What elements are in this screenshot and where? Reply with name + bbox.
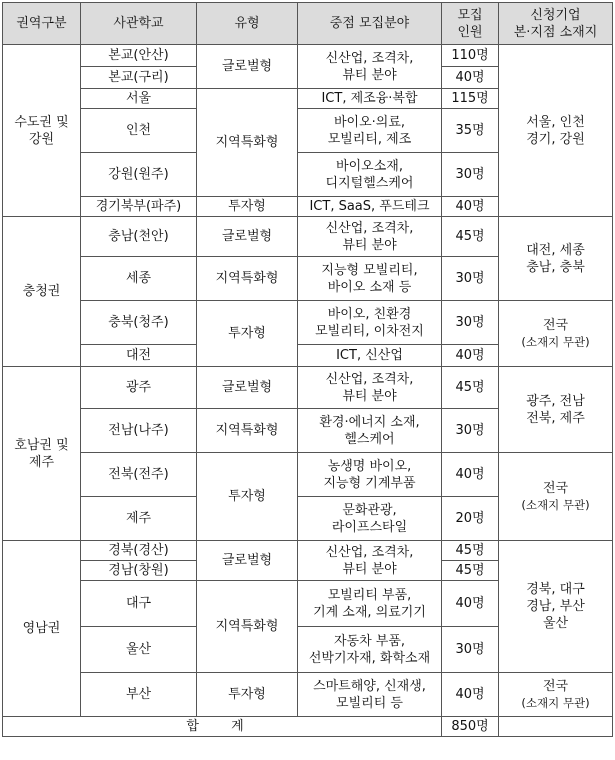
type-cell: 지역특화형	[197, 581, 298, 673]
count-cell: 30명	[442, 301, 499, 345]
location-line2: (소재지 무관)	[521, 497, 590, 512]
type-cell: 글로벌형	[197, 367, 298, 409]
school-cell: 강원(원주)	[81, 153, 197, 197]
header-region: 권역구분	[3, 3, 81, 45]
count-cell: 30명	[442, 409, 499, 453]
region-name-line1: 호남권 및	[14, 437, 69, 453]
total-empty	[499, 717, 613, 737]
field-cell: ICT, SaaS, 푸드테크	[298, 197, 442, 217]
field-line2: 뷰티 분야	[342, 561, 397, 577]
field-cell	[298, 541, 442, 581]
field-cell	[298, 367, 442, 409]
type-cell: 글로벌형	[197, 45, 298, 89]
location-line1: 광주, 전남	[526, 393, 585, 409]
school-cell: 전남(나주)	[81, 409, 197, 453]
field-cell	[298, 217, 442, 257]
location-line2: 경남, 부산	[526, 599, 585, 614]
location-line1: 전국	[542, 678, 569, 694]
field-line2: 모빌리티, 제조	[327, 131, 412, 147]
field-cell	[298, 673, 442, 717]
recruitment-table	[2, 2, 613, 737]
count-cell: 40명	[442, 673, 499, 717]
location-line1: 대전, 세종	[526, 242, 585, 258]
header-location-line2: 본·지점 소재지	[513, 24, 598, 40]
school-cell: 충북(청주)	[81, 301, 197, 345]
field-line1: 환경·에너지 소재,	[319, 414, 420, 430]
total-count: 850명	[442, 717, 499, 737]
school-cell: 본교(안산)	[81, 45, 197, 67]
count-cell: 45명	[442, 367, 499, 409]
field-cell	[298, 581, 442, 627]
school-cell: 인천	[81, 109, 197, 153]
header-field: 중점 모집분야	[298, 3, 442, 45]
location-line2: 전북, 제주	[526, 410, 585, 426]
school-cell: 본교(구리)	[81, 67, 197, 89]
school-cell: 서울	[81, 89, 197, 109]
location-cell	[499, 541, 613, 673]
field-cell	[298, 497, 442, 541]
count-cell: 35명	[442, 109, 499, 153]
count-cell: 40명	[442, 67, 499, 89]
table-row	[3, 453, 613, 497]
total-row	[3, 717, 613, 737]
school-cell: 충남(천안)	[81, 217, 197, 257]
field-cell	[298, 453, 442, 497]
header-row	[3, 3, 613, 45]
total-label: 합 계	[3, 717, 442, 737]
field-line1: 모빌리티 부품,	[327, 587, 412, 603]
location-cell	[499, 673, 613, 717]
field-line1: 바이오·의료,	[333, 114, 406, 130]
field-cell: ICT, 제조융·복합	[298, 89, 442, 109]
count-cell: 30명	[442, 153, 499, 197]
school-cell: 세종	[81, 257, 197, 301]
field-line2: 지능형 기계부품	[323, 475, 416, 491]
type-cell: 투자형	[197, 673, 298, 717]
table-row	[3, 301, 613, 345]
field-line2: 뷰티 분야	[342, 388, 397, 404]
location-line1: 전국	[542, 480, 569, 496]
school-cell: 부산	[81, 673, 197, 717]
count-cell: 40명	[442, 345, 499, 367]
school-cell: 제주	[81, 497, 197, 541]
header-location-line1: 신청기업	[530, 7, 581, 23]
header-count	[442, 3, 499, 45]
field-line1: 신산업, 조격차,	[325, 371, 414, 387]
field-line2: 모빌리티 등	[336, 695, 403, 711]
type-cell: 글로벌형	[197, 217, 298, 257]
school-cell: 경기북부(파주)	[81, 197, 197, 217]
count-cell: 115명	[442, 89, 499, 109]
school-cell: 전북(전주)	[81, 453, 197, 497]
type-cell: 글로벌형	[197, 541, 298, 581]
table-row	[3, 367, 613, 409]
recruitment-table-container	[2, 2, 613, 737]
field-line1: 신산업, 조격차,	[325, 544, 414, 560]
field-line1: 바이오소재,	[336, 158, 403, 174]
field-line2: 기계 소재, 의료기기	[313, 604, 426, 620]
field-line1: 신산업, 조격차,	[325, 220, 414, 236]
count-cell: 40명	[442, 581, 499, 627]
region-cell: 영남권	[3, 541, 81, 717]
field-line2: 뷰티 분야	[342, 67, 397, 83]
count-cell: 40명	[442, 453, 499, 497]
field-cell: ICT, 신산업	[298, 345, 442, 367]
region-name-line2: 강원	[28, 131, 55, 147]
table-row	[3, 541, 613, 561]
table-row	[3, 217, 613, 257]
school-cell: 경남(창원)	[81, 561, 197, 581]
field-cell	[298, 301, 442, 345]
field-line1: 자동차 부품,	[333, 633, 406, 649]
location-cell	[499, 367, 613, 453]
count-cell: 110명	[442, 45, 499, 67]
school-cell: 광주	[81, 367, 197, 409]
field-line2: 헬스케어	[344, 431, 395, 447]
type-cell: 투자형	[197, 453, 298, 541]
type-cell: 투자형	[197, 197, 298, 217]
location-line1: 경북, 대구	[526, 582, 585, 597]
region-cell: 충청권	[3, 217, 81, 367]
location-line2: (소재지 무관)	[521, 695, 590, 710]
type-cell: 투자형	[197, 301, 298, 367]
table-row	[3, 673, 613, 717]
school-cell: 대전	[81, 345, 197, 367]
count-cell: 45명	[442, 217, 499, 257]
location-line2: 경기, 강원	[526, 131, 585, 147]
table-row	[3, 45, 613, 67]
type-cell: 지역특화형	[197, 89, 298, 197]
field-cell	[298, 153, 442, 197]
field-cell	[298, 45, 442, 89]
field-line1: 농생명 바이오,	[327, 458, 412, 474]
count-cell: 45명	[442, 561, 499, 581]
header-school: 사관학교	[81, 3, 197, 45]
region-cell	[3, 367, 81, 541]
location-cell	[499, 217, 613, 301]
location-line2: 충남, 충북	[526, 259, 585, 275]
type-cell: 지역특화형	[197, 257, 298, 301]
school-cell: 경북(경산)	[81, 541, 197, 561]
field-line2: 디지털헬스케어	[325, 175, 414, 191]
location-cell	[499, 453, 613, 541]
field-line2: 모빌리티, 이차전지	[315, 323, 424, 339]
field-line1: 스마트해양, 신재생,	[313, 678, 426, 694]
count-cell: 30명	[442, 257, 499, 301]
location-line1: 서울, 인천	[526, 114, 585, 130]
school-cell: 대구	[81, 581, 197, 627]
field-line2: 바이오 소재 등	[327, 279, 412, 295]
location-line3: 울산	[542, 616, 569, 631]
region-cell	[3, 45, 81, 217]
header-location	[499, 3, 613, 45]
field-cell	[298, 627, 442, 673]
school-cell: 울산	[81, 627, 197, 673]
field-cell	[298, 257, 442, 301]
location-line1: 전국	[542, 317, 569, 333]
field-cell	[298, 409, 442, 453]
location-cell	[499, 45, 613, 217]
header-type: 유형	[197, 3, 298, 45]
type-cell: 지역특화형	[197, 409, 298, 453]
location-cell	[499, 301, 613, 367]
field-line1: 문화관광,	[342, 502, 397, 518]
count-cell: 20명	[442, 497, 499, 541]
field-cell	[298, 109, 442, 153]
header-count-line2: 인원	[457, 24, 483, 40]
field-line2: 선박기자재, 화학소재	[308, 650, 431, 666]
location-line2: (소재지 무관)	[521, 334, 590, 349]
field-line1: 바이오, 친환경	[327, 306, 412, 322]
count-cell: 30명	[442, 627, 499, 673]
region-name-line2: 제주	[28, 454, 55, 470]
count-cell: 45명	[442, 541, 499, 561]
field-line1: 신산업, 조격차,	[325, 50, 414, 66]
count-cell: 40명	[442, 197, 499, 217]
field-line2: 라이프스타일	[331, 519, 408, 535]
field-line1: 지능형 모빌리티,	[321, 262, 418, 278]
header-count-line1: 모집	[457, 7, 483, 23]
region-name-line1: 수도권 및	[14, 114, 69, 130]
field-line2: 뷰티 분야	[342, 237, 397, 253]
